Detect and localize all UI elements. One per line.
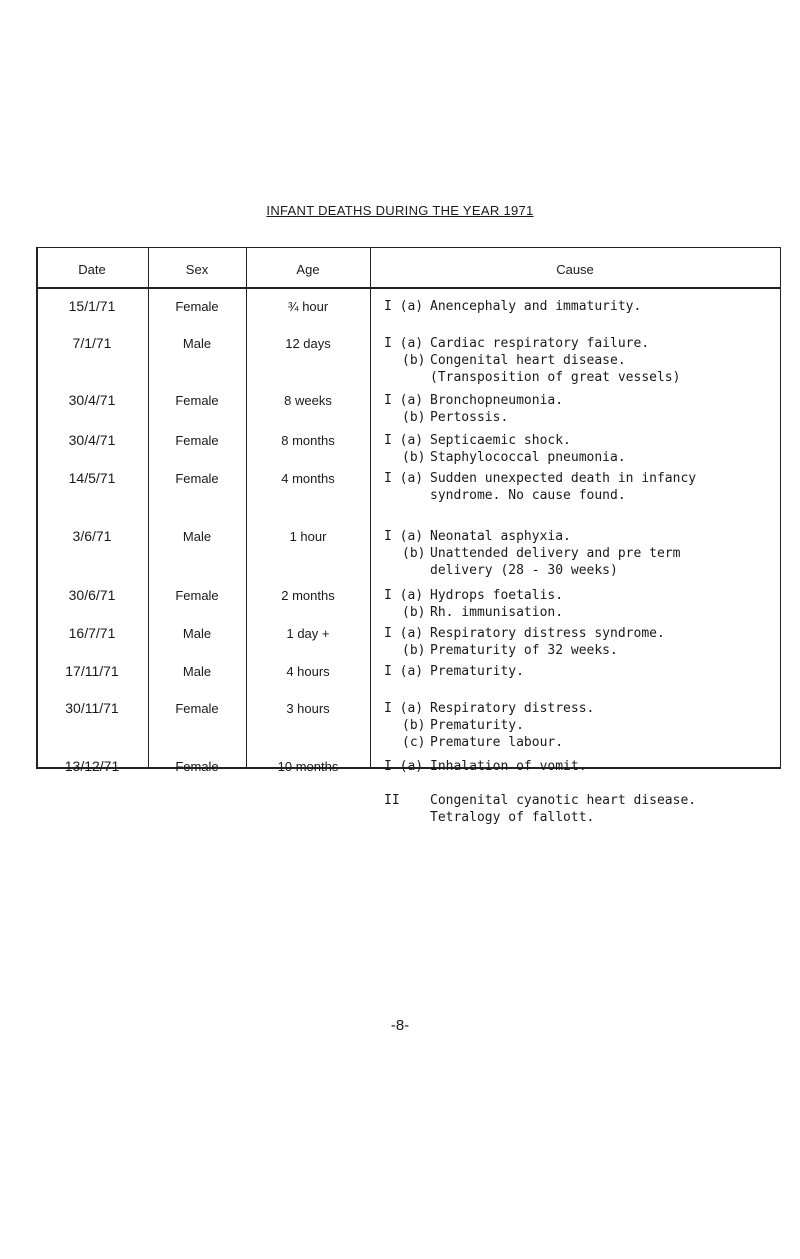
cause-code: (b) <box>402 718 426 733</box>
header-cause: Cause <box>556 262 594 277</box>
row-date: 30/6/71 <box>68 587 116 603</box>
row-cause <box>384 700 784 751</box>
cause-code: I (a) <box>384 299 424 314</box>
row-date: 3/6/71 <box>72 528 112 544</box>
cause-code: (b) <box>402 450 426 465</box>
cause-code: (b) <box>402 353 426 368</box>
cause-line <box>384 663 784 680</box>
cause-code: (b) <box>402 643 426 658</box>
cause-code: I (a) <box>384 393 424 408</box>
row-sex: Male <box>182 336 212 351</box>
row-age: 1 day + <box>286 626 330 641</box>
cause-line <box>384 625 784 642</box>
row-age: 2 months <box>281 588 335 603</box>
header-age: Age <box>296 262 320 277</box>
cause-line <box>384 545 784 562</box>
cause-text: delivery (28 - 30 weeks) <box>430 563 618 578</box>
cause-text: Septicaemic shock. <box>430 433 571 448</box>
cause-line <box>384 432 784 449</box>
row-date: 15/1/71 <box>68 298 116 314</box>
row-age: 4 months <box>281 471 335 486</box>
cause-line <box>384 642 784 659</box>
cause-text: Sudden unexpected death in infancy <box>430 471 697 486</box>
cause-line <box>384 775 784 792</box>
cause-code: I (a) <box>384 336 424 351</box>
cause-line <box>384 470 784 487</box>
row-age: 1 hour <box>289 529 327 544</box>
column-divider <box>370 247 371 767</box>
row-date: 30/11/71 <box>65 700 119 716</box>
cause-code: (c) <box>402 735 426 750</box>
cause-code: I (a) <box>384 588 424 603</box>
row-cause <box>384 587 784 621</box>
row-cause <box>384 758 784 826</box>
row-date: 16/7/71 <box>68 625 116 641</box>
cause-line <box>384 335 784 352</box>
page-title: INFANT DEATHS DURING THE YEAR 1971 <box>266 203 534 218</box>
cause-code: I (a) <box>384 626 424 641</box>
row-date: 13/12/71 <box>64 758 120 774</box>
cause-text: syndrome. No cause found. <box>430 488 626 503</box>
row-age: 8 months <box>281 433 335 448</box>
header-date: Date <box>78 262 106 277</box>
column-divider <box>246 247 247 767</box>
cause-text: Neonatal asphyxia. <box>430 529 571 544</box>
cause-line <box>384 734 784 751</box>
cause-text: Unattended delivery and pre term <box>430 546 681 561</box>
cause-code: (b) <box>402 605 426 620</box>
page-number: -8- <box>390 1017 410 1034</box>
row-sex: Female <box>175 471 219 486</box>
header-sex: Sex <box>185 262 209 277</box>
cause-text: Pertossis. <box>430 410 509 425</box>
row-age: 3 hours <box>286 701 330 716</box>
row-cause <box>384 392 784 426</box>
cause-line <box>384 528 784 545</box>
row-sex: Female <box>175 588 219 603</box>
row-sex: Female <box>175 433 219 448</box>
cause-code: I (a) <box>384 529 424 544</box>
row-cause <box>384 470 784 504</box>
row-sex: Male <box>182 529 212 544</box>
row-age: ¾ hour <box>287 299 329 314</box>
cause-text: Respiratory distress. <box>430 701 595 716</box>
row-cause <box>384 625 784 659</box>
cause-text: Premature labour. <box>430 735 564 750</box>
cause-line <box>384 792 784 809</box>
cause-text: Staphylococcal pneumonia. <box>430 450 626 465</box>
row-cause <box>384 432 784 466</box>
cause-line <box>384 298 784 315</box>
cause-text: Inhalation of vomit. <box>430 759 587 774</box>
cause-code: I (a) <box>384 664 424 679</box>
cause-line <box>384 562 784 579</box>
cause-text: Bronchopneumonia. <box>430 393 564 408</box>
cause-line <box>384 352 784 369</box>
row-sex: Female <box>175 701 219 716</box>
row-age: 12 days <box>285 336 331 351</box>
cause-text: Rh. immunisation. <box>430 605 564 620</box>
cause-line <box>384 717 784 734</box>
cause-text: Congenital cyanotic heart disease. <box>430 793 697 808</box>
cause-text: Congenital heart disease. <box>430 353 626 368</box>
cause-code: (b) <box>402 546 426 561</box>
row-date: 14/5/71 <box>68 470 116 486</box>
cause-code: II <box>384 793 400 808</box>
cause-line <box>384 369 784 386</box>
row-date: 7/1/71 <box>72 335 112 351</box>
column-divider <box>148 247 149 767</box>
cause-code: I (a) <box>384 433 424 448</box>
row-cause <box>384 663 784 680</box>
cause-text: Anencephaly and immaturity. <box>430 299 642 314</box>
cause-line <box>384 449 784 466</box>
cause-line <box>384 758 784 775</box>
row-sex: Female <box>175 299 219 314</box>
row-date: 17/11/71 <box>65 663 119 679</box>
row-date: 30/4/71 <box>68 432 116 448</box>
row-age: 4 hours <box>286 664 330 679</box>
row-age: 8 weeks <box>284 393 332 408</box>
cause-line <box>384 392 784 409</box>
cause-line <box>384 604 784 621</box>
row-date: 30/4/71 <box>68 392 116 408</box>
row-sex: Female <box>175 759 219 774</box>
cause-line <box>384 487 784 504</box>
row-age: 10 months <box>277 759 339 774</box>
cause-line <box>384 700 784 717</box>
cause-line <box>384 409 784 426</box>
row-sex: Male <box>182 664 212 679</box>
cause-text: Prematurity. <box>430 664 524 679</box>
row-cause <box>384 528 784 579</box>
cause-code: (b) <box>402 410 426 425</box>
cause-text: Hydrops foetalis. <box>430 588 564 603</box>
cause-code: I (a) <box>384 701 424 716</box>
cause-text: Cardiac respiratory failure. <box>430 336 650 351</box>
cause-text: Prematurity. <box>430 718 524 733</box>
cause-text: Tetralogy of fallott. <box>430 810 595 825</box>
row-sex: Male <box>182 626 212 641</box>
cause-line <box>384 809 784 826</box>
row-cause <box>384 335 784 386</box>
row-cause <box>384 298 784 315</box>
cause-text: Prematurity of 32 weeks. <box>430 643 618 658</box>
cause-text: Respiratory distress syndrome. <box>430 626 665 641</box>
cause-text: (Transposition of great vessels) <box>430 370 681 385</box>
cause-line <box>384 587 784 604</box>
cause-code: I (a) <box>384 471 424 486</box>
row-sex: Female <box>175 393 219 408</box>
cause-code: I (a) <box>384 759 424 774</box>
